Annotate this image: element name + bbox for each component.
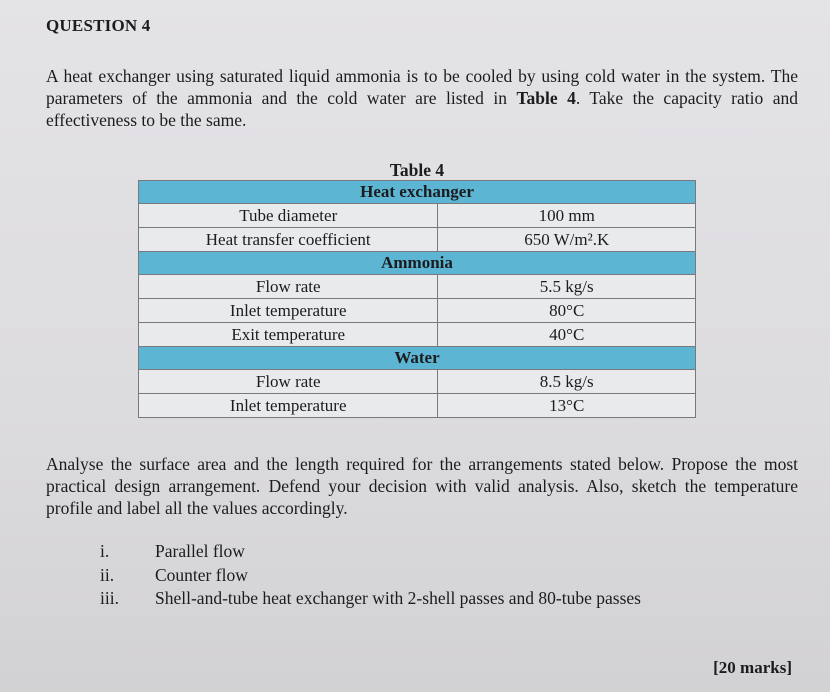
row-value: 80°C — [438, 299, 696, 323]
row-value: 40°C — [438, 323, 696, 347]
table-row — [139, 299, 696, 323]
list-item-number: iii. — [100, 588, 119, 608]
list-item-text: Parallel flow — [155, 541, 245, 561]
row-value: 5.5 kg/s — [438, 275, 696, 299]
list-item-number: ii. — [100, 564, 115, 585]
list-item-text: Shell-and-tube heat exchanger with 2-shell passes and 80-tube passes — [155, 588, 641, 608]
section-title-heat-exchanger: Heat exchanger — [139, 181, 696, 204]
list-item — [100, 564, 641, 588]
intro-table-reference: Table 4 — [516, 88, 576, 108]
table-row — [139, 370, 696, 394]
task-instructions: Analyse the surface area and the length required for the arrangements stated below. Propose the most practical design arrangement. Defend your decision with valid analysis. Also, sketch the temperature profile and label all the values accordingly. — [46, 454, 798, 518]
table-row — [139, 228, 696, 252]
question-heading: QUESTION 4 — [46, 16, 151, 35]
list-item-text: Counter flow — [155, 564, 248, 585]
table-row — [139, 394, 696, 418]
parameters-table — [138, 180, 696, 418]
table-section-header — [139, 347, 696, 370]
table-row — [139, 323, 696, 347]
section-title-water: Water — [139, 347, 696, 370]
intro-text-start: A heat exchanger using saturated liquid ammonia is to be cooled by using cold water in the system. The parameters of the ammonia and the cold water are listed in — [46, 66, 798, 108]
row-label: Inlet temperature — [139, 394, 438, 418]
marks-label: [20 marks] — [713, 658, 792, 677]
table-section-header — [139, 181, 696, 204]
row-label: Tube diameter — [139, 204, 438, 228]
arrangement-list — [100, 540, 641, 611]
row-label: Flow rate — [139, 370, 438, 394]
section-title-ammonia: Ammonia — [139, 252, 696, 275]
row-label: Heat transfer coefficient — [139, 228, 438, 252]
row-value: 8.5 kg/s — [438, 370, 696, 394]
row-label: Exit temperature — [139, 323, 438, 347]
row-label: Flow rate — [139, 275, 438, 299]
question-intro — [46, 65, 798, 131]
intro-text-end: . Take the capacity ratio and effectiveness to be the same. — [46, 88, 798, 130]
table-caption: Table 4 — [389, 160, 445, 180]
table-row — [139, 275, 696, 299]
table-row — [139, 204, 696, 228]
list-item-number: i. — [100, 541, 110, 561]
row-value: 650 W/m².K — [438, 228, 696, 252]
row-value: 100 mm — [438, 204, 696, 228]
list-item — [100, 540, 641, 564]
table-section-header — [139, 252, 696, 275]
row-label: Inlet temperature — [139, 299, 438, 323]
row-value: 13°C — [438, 394, 696, 418]
list-item — [100, 587, 641, 611]
